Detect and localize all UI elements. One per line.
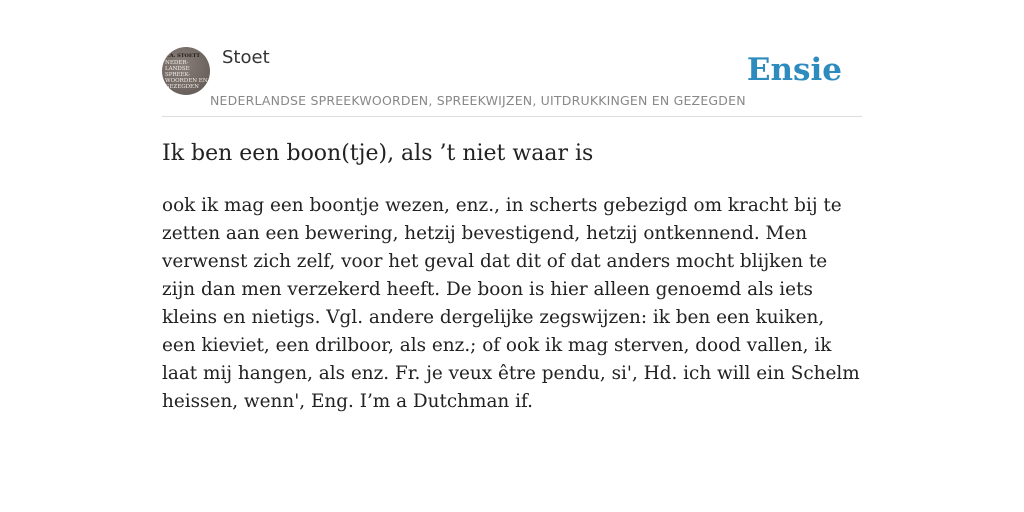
content-container [162,46,862,117]
source-subtitle[interactable]: NEDERLANDSE SPREEKWOORDEN, SPREEKWIJZEN, UITDRUKKINGEN EN GEZEGDEN [210,93,746,108]
avatar-line: NEDER- [165,60,189,66]
avatar-line: GEZEGDEN [165,84,199,90]
brand-logo[interactable]: Ensie [746,52,842,88]
entry-body: ook ik mag een boontje wezen, enz., in scherts gebezigd om kracht bij te zetten aan een bewering, hetzij bevestigend, hetzij ontkennend. Men verwenst zich zelf, voor het geval dat dit of dat anders mocht blijken te zijn dan men verzekerd heeft. De boon is hier alleen genoemd als iets kleins en nietigs. Vgl. andere dergelijke zegswijzen: ik ben een kuiken, een kieviet, een drilboor, als enz.; of ook ik mag sterven, dood vallen, ik laat mij hangen, als enz. Fr. je veux être pendu, si', Hd. ich will ein Schelm heissen, wenn', Eng. I’m a Dutchman if. [162,195,860,412]
avatar-line: WOORDEN EN [165,78,208,84]
header [162,46,862,117]
entry-title: Ik ben een boon(tje), als ’t niet waar is [162,141,594,166]
avatar-line: LANDSE [165,66,190,72]
avatar-line: SPREEK- [165,72,191,78]
author-name[interactable]: Stoet [222,47,270,68]
avatar[interactable] [162,47,210,95]
avatar-top-text: F.A. STOETT [165,53,200,59]
